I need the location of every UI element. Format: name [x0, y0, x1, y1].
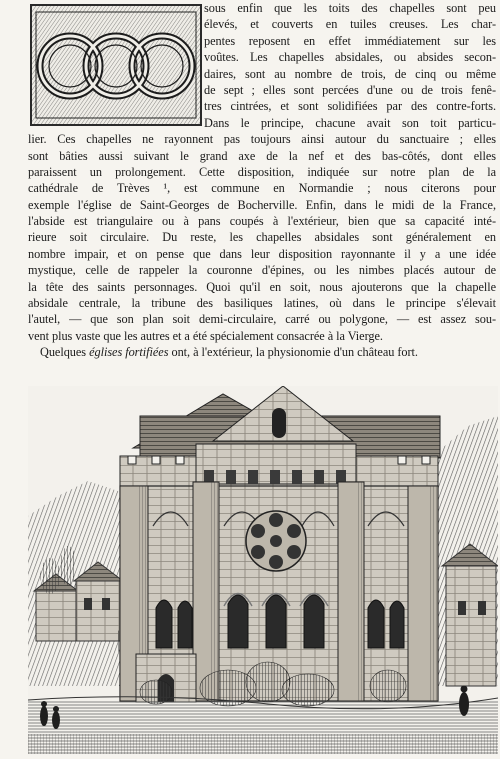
- text-line: voûtes. Les chapelles absidales, ou absides secon-: [204, 50, 496, 65]
- text-line: sont bâties aussi suivant le grand axe de la nef et des bas-côtés, dont elles: [28, 148, 496, 163]
- fortified-church-illustration: [28, 386, 498, 754]
- text-line: nombre impair, et on pense que dans leur disposition rayonnante il y a une idée: [28, 246, 496, 261]
- text-line: élevés, et couverts en tuiles creuses. Les char-: [204, 17, 496, 32]
- text-line: la tête des saints personnages. Quoi qu'il en soit, nous ajouterons que la chapelle: [28, 279, 496, 294]
- church-engraving: [28, 386, 498, 754]
- text-line: lier. Ces chapelles ne rayonnent pas toujours ainsi autour du sanctuaire ; elles: [28, 132, 496, 147]
- emphasized-term: églises fortifiées: [89, 345, 169, 360]
- text-line: vent plus vaste que les autres et a été spécialement consacrée à la Vierge.: [28, 328, 383, 343]
- text-line: paraissent un prolongement. Cette disposition, indiquée sur notre plan de la: [28, 164, 496, 179]
- text-line: daires, sont au nombre de trois, de cinq ou même: [204, 66, 496, 81]
- text-line: exemple l'église de Saint-Georges de Bocherville. Enfin, dans le midi de la France,: [28, 197, 496, 212]
- text-fragment: Quelques: [40, 345, 90, 360]
- text-line: Dans le principe, chacune avait son toit particu-: [204, 115, 496, 130]
- body-text: [28, 0, 496, 361]
- text-line: mystique, celle de rappeler la couronne d'épines, ou les nimbes placés autour de: [28, 263, 496, 278]
- text-line: tres cintrées, et sont solidifiées par des contre-forts.: [204, 99, 496, 114]
- text-line: sous enfin que les toits des chapelles sont peu: [204, 1, 496, 15]
- text-line: cathédrale de Trèves ¹, est commune en Normandie ; nous citerons pour: [28, 181, 496, 196]
- text-line: l'autel, — que son plan soit demi-circulaire, carré ou polygone, — est assez sou-: [28, 312, 496, 327]
- text-fragment: ont, à l'extérieur, la physionomie d'un château fort.: [168, 345, 418, 360]
- text-line: de sept ; elles sont percées d'une ou de trois fenê-: [204, 82, 496, 97]
- text-line: rieure soit circulaire. Du reste, les chapelles absidales sont généralement en: [28, 230, 496, 245]
- closing-paragraph: [28, 344, 496, 360]
- text-line: l'abside est triangulaire ou à pans coupés à l'extérieur, bien que sa capacité inté-: [28, 214, 496, 229]
- text-line: absidale centrale, la tribune des basiliques latines, où dans le principe s'élevait: [28, 296, 496, 311]
- text-line: pentes reposent en effet immédiatement sur les: [204, 33, 496, 48]
